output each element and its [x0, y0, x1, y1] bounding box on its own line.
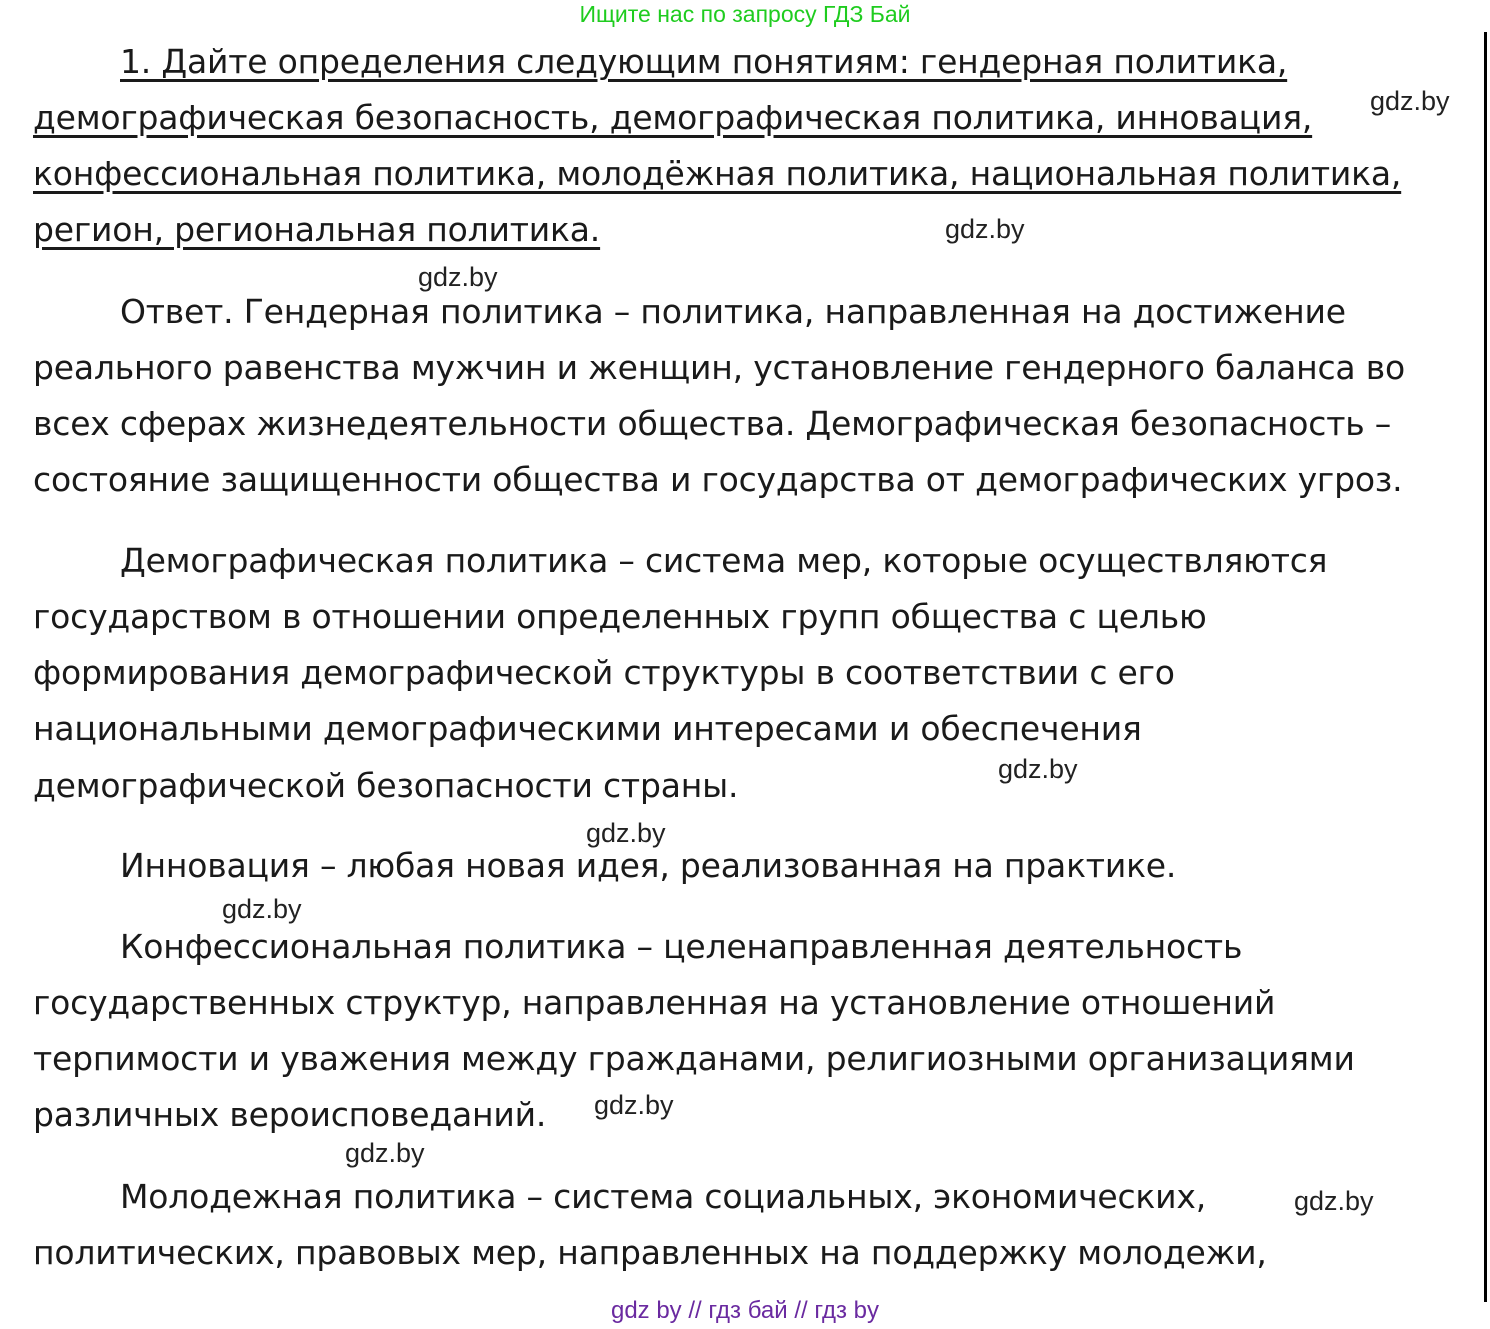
footer-links: gdz by // гдз бай // гдз by	[610, 1297, 880, 1324]
question-line-4: регион, региональная политика.	[33, 210, 601, 249]
answer-p5-line-2: политических, правовых мер, направленных на поддержку молодежи,	[33, 1233, 1267, 1272]
answer-p2-line-3: формирования демографической структуры в соответствии с его	[33, 653, 1175, 692]
answer-p1-line-3: всех сферах жизнедеятельности общества. Демографическая безопасность –	[33, 404, 1392, 443]
watermark: gdz.by	[1294, 1186, 1374, 1216]
watermark: gdz.by	[998, 754, 1078, 784]
page-edge-rule	[1484, 32, 1487, 1302]
answer-p3-line-1: Инновация – любая новая идея, реализованная на практике.	[120, 846, 1177, 885]
watermark: gdz.by	[945, 214, 1025, 244]
answer-p4-line-1: Конфессиональная политика – целенаправленная деятельность	[120, 927, 1243, 966]
watermark: gdz.by	[418, 262, 498, 292]
question-line-2: демографическая безопасность, демографическая политика, инновация,	[33, 98, 1313, 137]
answer-p2-line-2: государством в отношении определенных групп общества с целью	[33, 597, 1207, 636]
answer-p4-line-3: терпимости и уважения между гражданами, религиозными организациями	[33, 1039, 1355, 1078]
watermark: gdz.by	[586, 818, 666, 848]
answer-p2-line-1: Демографическая политика – система мер, которые осуществляются	[120, 541, 1328, 580]
answer-p2-line-5: демографической безопасности страны.	[33, 766, 739, 805]
answer-p4-line-2: государственных структур, направленная на установление отношений	[33, 983, 1276, 1022]
answer-p4-line-4: различных вероисповеданий.	[33, 1095, 547, 1134]
watermark: gdz.by	[1370, 86, 1450, 116]
question-line-1: 1. Дайте определения следующим понятиям: гендерная политика,	[120, 42, 1288, 81]
answer-p1-line-1: Ответ. Гендерная политика – политика, направленная на достижение	[120, 292, 1346, 331]
watermark: gdz.by	[345, 1138, 425, 1168]
question-line-3: конфессиональная политика, молодёжная политика, национальная политика,	[33, 154, 1402, 193]
answer-p2-line-4: национальными демографическими интересами и обеспечения	[33, 709, 1142, 748]
answer-p5-line-1: Молодежная политика – система социальных, экономических,	[120, 1177, 1207, 1216]
top-banner: Ищите нас по запросу ГДЗ Бай	[579, 1, 911, 27]
watermark: gdz.by	[222, 894, 302, 924]
answer-p1-line-4: состояние защищенности общества и государства от демографических угроз.	[33, 460, 1403, 499]
watermark: gdz.by	[594, 1090, 674, 1120]
answer-p1-line-2: реального равенства мужчин и женщин, установление гендерного баланса во	[33, 348, 1405, 387]
